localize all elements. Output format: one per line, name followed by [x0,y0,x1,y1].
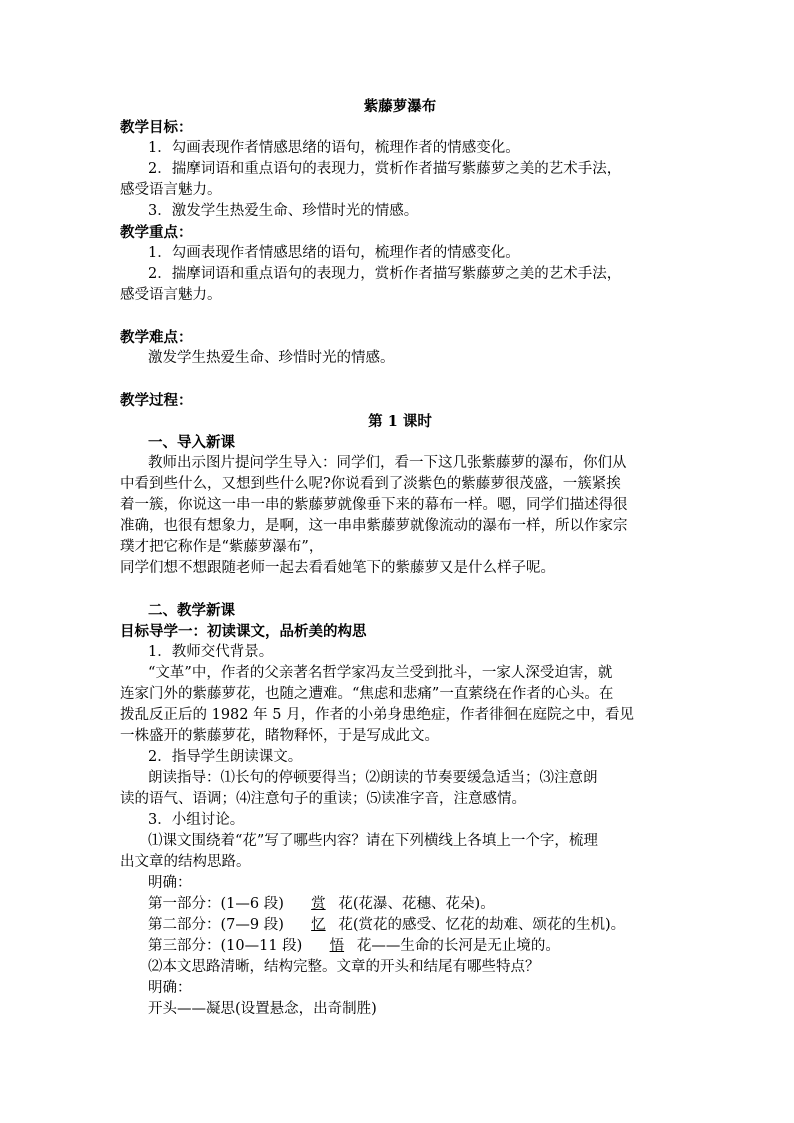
structure-part-1 [120,894,680,915]
opening-answer: 开头——凝思(设置悬念，出奇制胜) [148,1001,377,1017]
objective-item-continued: 感受语言魅力。 [120,182,222,198]
answer-label: 明确： [148,875,192,891]
question-1-line: 出文章的结构思路。 [120,854,251,870]
keypoints-heading: 教学重点： [120,224,193,241]
structure-part-3 [120,936,680,957]
part-suffix: 花(花瀑、花穗、花朵)。 [338,896,495,912]
answer-label: 明确： [148,980,192,996]
objectives-heading: 教学目标： [120,119,193,136]
part-fill: 忆 [311,917,326,933]
structure-part-2 [120,915,680,936]
part-suffix: 花——生命的长河是无止境的。 [356,938,560,954]
background-line: 一株盛开的紫藤萝花，睹物释怀，于是写成此文。 [120,728,439,744]
step-2: 2．指导学生朗读课文。 [148,749,303,765]
section2-heading: 二、教学新课 [148,602,235,619]
goal-heading: 目标导学一：初读课文，品析美的构思 [120,623,367,640]
document-title: 紫藤萝瀑布 [363,98,437,115]
part-fill: 悟 [329,938,345,954]
section1-line: 璞才把它称作是“紫藤萝瀑布”， [120,539,324,555]
part-prefix: 第二部分：(7—9 段) [148,917,299,933]
lesson-title: 第 1 课时 [368,413,432,430]
objective-item: 1．勾画表现作者情感思绪的语句，梳理作者的情感变化。 [148,140,520,156]
step-3: 3．小组讨论。 [148,812,245,828]
difficulties-text: 激发学生热爱生命、珍惜时光的情感。 [148,350,395,366]
section1-heading: 一、导入新课 [148,434,235,451]
part-fill: 赏 [311,896,326,912]
question-2: ⑵本文思路清晰，结构完整。文章的开头和结尾有哪些特点？ [148,959,540,975]
background-line: 连家门外的紫藤萝花，也随之遭难。“焦虑和悲痛”一直萦绕在作者的心头。在 [120,686,614,702]
spacer [120,306,680,327]
reading-guide-line: 读的语气、语调；⑷注意句子的重读；⑸读准字音，注意感情。 [120,791,526,807]
keypoint-item: 2．揣摩词语和重点语句的表现力，赏析作者描写紫藤萝之美的艺术手法， [148,266,622,282]
spacer [120,579,680,600]
process-heading: 教学过程： [120,392,193,409]
document-body [120,96,680,1020]
question-1-line: ⑴课文围绕着“花”写了哪些内容？请在下列横线上各填上一个字，梳理 [148,833,598,849]
section1-line: 教师出示图片提问学生导入：同学们，看一下这几张紫藤萝的瀑布，你们从 [148,455,627,471]
keypoint-item-continued: 感受语言魅力。 [120,287,222,303]
difficulties-heading: 教学难点： [120,329,193,346]
background-line: 拨乱反正后的 1982 年 5 月，作者的小弟身患绝症，作者徘徊在庭院之中，看见 [120,707,635,723]
objective-item: 2．揣摩词语和重点语句的表现力，赏析作者描写紫藤萝之美的艺术手法， [148,161,622,177]
spacer [120,369,680,390]
background-line: “文革”中，作者的父亲著名哲学家冯友兰受到批斗，一家人深受迫害，就 [148,665,613,681]
section1-line: 中看到些什么，又想到些什么呢?你说看到了淡紫色的紫藤萝很茂盛，一簇紧挨 [120,476,621,492]
step-1: 1．教师交代背景。 [148,644,274,660]
section1-line: 同学们想不想跟随老师一起去看看她笔下的紫藤萝又是什么样子呢。 [120,560,555,576]
part-prefix: 第一部分：(1—6 段) [148,896,299,912]
reading-guide-line: 朗读指导：⑴长句的停顿要得当；⑵朗读的节奏要缓急适当；⑶注意朗 [148,770,598,786]
keypoint-item: 1．勾画表现作者情感思绪的语句，梳理作者的情感变化。 [148,245,520,261]
part-suffix: 花(赏花的感受、忆花的劫难、颂花的生机)。 [338,917,626,933]
section1-line: 着一簇，你说这一串一串的紫藤萝就像垂下来的幕布一样。嗯，同学们描述得很 [120,497,628,513]
objective-item: 3．激发学生热爱生命、珍惜时光的情感。 [148,203,419,219]
part-prefix: 第三部分：(10—11 段) [148,938,317,954]
section1-line: 准确，也很有想象力，是啊，这一串串紫藤萝就像流动的瀑布一样，所以作家宗 [120,518,628,534]
